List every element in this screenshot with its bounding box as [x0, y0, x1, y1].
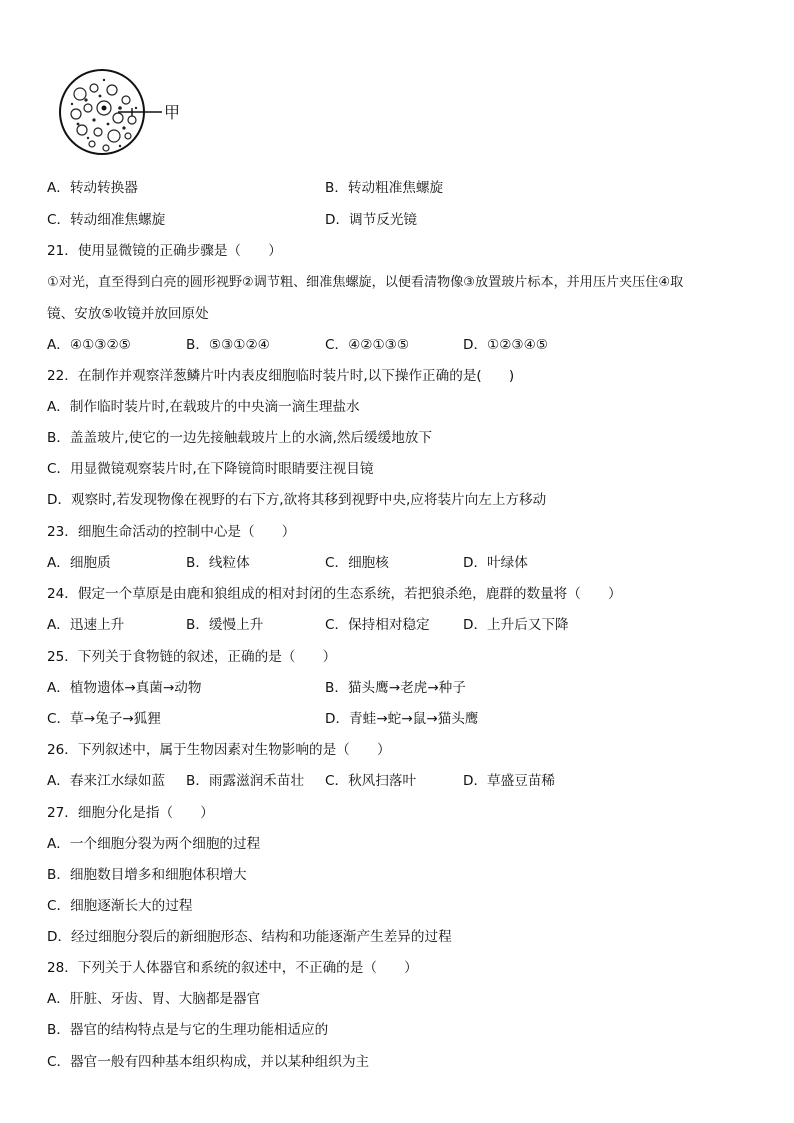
q25-option-d: D．青蛙→蛇→鼠→猫头鹰 — [325, 711, 479, 727]
q21-option-c: C．④②①③⑤ — [325, 337, 410, 353]
q21-option-b: B．⑤③①②④ — [186, 337, 270, 353]
microscope-field-figure — [58, 64, 188, 164]
q25-option-b: B．猫头鹰→老虎→种子 — [325, 680, 466, 696]
q23-stem: 23．细胞生命活动的控制中心是（ ） — [47, 524, 296, 540]
figure-label: 甲 — [164, 103, 181, 122]
q23-option-d: D．叶绿体 — [463, 555, 528, 571]
q27-option-c: C．细胞逐渐长大的过程 — [47, 898, 193, 914]
q23-option-b: B．线粒体 — [186, 555, 250, 571]
q26-stem: 26．下列叙述中，属于生物因素对生物影响的是（ ） — [47, 742, 391, 758]
q27-option-b: B．细胞数目增多和细胞体积增大 — [47, 867, 247, 883]
q21-description-line1: ①对光，直至得到白亮的圆形视野②调节粗、细准焦螺旋，以便看清物像③放置玻片标本，并用压片夹压住④取 — [47, 275, 684, 290]
q25-option-a: A．植物遗体→真菌→动物 — [47, 680, 202, 696]
q24-option-a: A．迅速上升 — [47, 617, 125, 633]
q22-option-b: B．盖盖玻片,使它的一边先接触载玻片上的水滴,然后缓缓地放下 — [47, 430, 432, 446]
q21-option-a: A．④①③②⑤ — [47, 337, 131, 353]
q21-description-line2: 镜、安放⑤收镜并放回原处 — [47, 306, 209, 322]
q21-option-d: D．①②③④⑤ — [463, 337, 548, 353]
q26-option-d: D．草盛豆苗稀 — [463, 773, 556, 789]
q26-option-c: C．秋风扫落叶 — [325, 773, 417, 789]
q28-option-c: C．器官一般有四种基本组织构成，并以某种组织为主 — [47, 1054, 370, 1070]
q20-option-b: B．转动粗准焦螺旋 — [325, 180, 444, 196]
q23-option-c: C．细胞核 — [325, 555, 389, 571]
q27-option-d: D．经过细胞分裂后的新细胞形态、结构和功能逐渐产生差异的过程 — [47, 929, 452, 945]
q24-option-b: B．缓慢上升 — [186, 617, 264, 633]
q20-option-a: A．转动转换器 — [47, 180, 138, 196]
microscope-field-of-view-icon — [58, 64, 188, 164]
q22-stem: 22．在制作并观察洋葱鳞片叶内表皮细胞临时装片时,以下操作正确的是( ) — [47, 368, 515, 384]
q22-option-c: C．用显微镜观察装片时,在下降镜筒时眼睛要注视目镜 — [47, 461, 374, 477]
q20-option-c: C．转动细准焦螺旋 — [47, 212, 166, 228]
q28-option-b: B．器官的结构特点是与它的生理功能相适应的 — [47, 1022, 329, 1038]
q27-stem: 27．细胞分化是指（ ） — [47, 805, 214, 821]
q22-option-a: A．制作临时装片时,在载玻片的中央滴一滴生理盐水 — [47, 399, 360, 415]
q27-option-a: A．一个细胞分裂为两个细胞的过程 — [47, 836, 261, 852]
q24-option-c: C．保持相对稳定 — [325, 617, 430, 633]
q25-option-c: C．草→兔子→狐狸 — [47, 711, 161, 727]
q26-option-b: B．雨露滋润禾苗壮 — [186, 773, 305, 789]
q24-option-d: D．上升后又下降 — [463, 617, 569, 633]
q26-option-a: A．春来江水绿如蓝 — [47, 773, 166, 789]
q28-stem: 28．下列关于人体器官和系统的叙述中，不正确的是（ ） — [47, 960, 418, 976]
q25-stem: 25．下列关于食物链的叙述，正确的是（ ） — [47, 649, 337, 665]
q21-stem: 21．使用显微镜的正确步骤是（ ） — [47, 243, 282, 259]
q20-option-d: D．调节反光镜 — [325, 212, 418, 228]
q24-stem: 24．假定一个草原是由鹿和狼组成的相对封闭的生态系统，若把狼杀绝，鹿群的数量将（ ） — [47, 586, 622, 602]
q28-option-a: A．肝脏、牙齿、胃、大脑都是器官 — [47, 991, 261, 1007]
q22-option-d: D．观察时,若发现物像在视野的右下方,欲将其移到视野中央,应将装片向左上方移动 — [47, 492, 547, 508]
q23-option-a: A．细胞质 — [47, 555, 111, 571]
